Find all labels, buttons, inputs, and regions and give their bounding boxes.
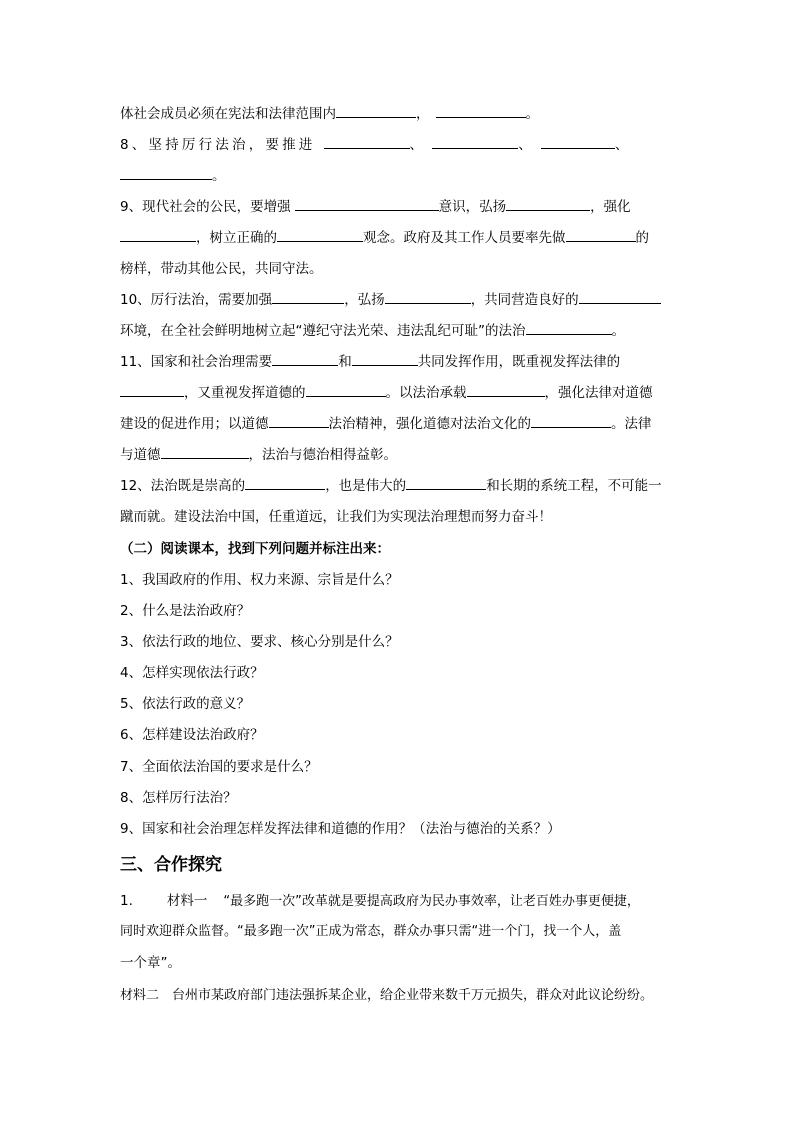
blank[interactable] [120,228,196,242]
text: ，法治与德治相得益彰。 [248,447,397,463]
text: 。 [611,323,625,339]
text: 体社会成员必须在宪法和法律范围内 [120,106,336,122]
blank[interactable] [120,166,212,180]
blank[interactable] [531,414,611,428]
text: “最多跑一次”改革就是要提高政府为民办事效率，让老百姓办事更便捷， [223,894,640,909]
item-11 [120,352,680,372]
blank[interactable] [541,135,615,149]
text: ，共同营造良好的 [470,292,579,308]
blank[interactable] [245,476,325,490]
text: 蹴而就。建设法治中国，任重道远，让我们为实现法治理想而努力奋斗！ [120,509,552,525]
text: 意识，弘扬 [438,199,507,215]
text: 11、国家和社会治理需要 [120,354,273,370]
material-1-line-1 [120,891,680,912]
reading-question: 9、国家和社会治理怎样发挥法律和道德的作用？（法治与德治的关系？） [120,821,561,837]
text: 建设的促进作用；以道德 [120,416,269,432]
reading-question: 7、全面依法治国的要求是什么？ [120,759,318,775]
reading-question: 2、什么是法治政府？ [120,603,251,619]
text: ，也是伟大的 [325,478,407,494]
reading-question: 6、怎样建设法治政府？ [120,727,264,743]
blank[interactable] [467,383,545,397]
reading-question: 5、依法行政的意义？ [120,696,251,712]
material-2-line-1: 材料二 台州市某政府部门违法强拆某企业，给企业带来数千万元损失，群众对此议论纷纷。 [120,988,654,1003]
reading-question: 4、怎样实现依法行政？ [120,665,264,681]
blank[interactable] [385,290,471,304]
blank[interactable] [526,321,612,335]
text: 、 [614,137,632,153]
item-8-cont [120,166,680,186]
item-11-cont2 [120,414,680,434]
blank[interactable] [566,228,636,242]
item-12-cont [120,507,680,527]
text: ，强化法律对道德 [544,385,653,401]
text: 榜样，带动其他公民，共同守法。 [120,261,323,277]
blank[interactable] [336,104,416,118]
material-1-line-3: 一个章”。 [120,955,181,971]
text: 和长期的系统工程，不可能一 [486,478,662,494]
text: 。法律 [611,416,652,432]
text: ，强化 [590,199,631,215]
blank[interactable] [436,104,526,118]
blank[interactable] [306,383,386,397]
blank[interactable] [324,135,410,149]
item-9 [120,197,680,217]
text: 共同发挥作用，既重视发挥法律的 [417,354,621,370]
text: 10、厉行法治，需要加强 [120,292,273,308]
item-12 [120,476,680,496]
item-10 [120,290,680,310]
text: ，弘扬 [344,292,385,308]
text: ，又重视发挥道德的 [184,385,306,401]
text: 9、现代社会的公民，要增强 [120,199,291,215]
reading-question: 3、依法行政的地位、要求、核心分别是什么？ [120,634,399,650]
blank[interactable] [272,290,344,304]
blank[interactable] [277,228,363,242]
blank[interactable] [352,352,418,366]
blank[interactable] [161,445,249,459]
text: 材料一 [166,893,208,909]
blank[interactable] [406,476,486,490]
blank[interactable] [120,383,184,397]
blank[interactable] [269,414,329,428]
section-heading: 三、合作探究 [120,855,222,875]
text: 环境，在全社会鲜明地树立起“遵纪守法光荣、违法乱纪可耻”的法治 [120,323,526,339]
text: ， [416,106,430,122]
blank[interactable] [506,197,590,211]
blank[interactable] [272,352,338,366]
text: 8、坚持厉行法治，要推进 [120,137,316,153]
reading-question: 1、我国政府的作用、权力来源、宗旨是什么？ [120,572,399,588]
item-11-cont3 [120,445,680,465]
text: 1. [120,893,133,909]
text: 的 [635,230,649,246]
text: 、 [409,137,427,153]
text: 观念。政府及其工作人员要率先做 [363,230,566,246]
material-1-line-2: 同时欢迎群众监督。“最多跑一次”正成为常态，群众办事只需“进一个门，找一个人，盖 [120,924,622,939]
text: 。 [212,168,226,184]
fill-line-1 [120,104,680,124]
reading-heading: （二）阅读课本，找到下列问题并标注出来： [120,541,390,557]
text: 与道德 [120,447,161,463]
text: 和 [338,354,352,370]
text: ，树立正确的 [196,230,277,246]
reading-question: 8、怎样厉行法治？ [120,790,237,806]
item-11-cont [120,383,680,403]
text: 。以法治承载 [385,385,467,401]
text: 12、法治既是崇高的 [120,478,246,494]
text: 、 [518,137,535,153]
item-9-cont2 [120,259,680,279]
text: 。 [525,106,539,122]
text: 法治精神，强化道德对法治文化的 [328,416,531,432]
blank[interactable] [295,197,439,211]
item-9-cont [120,228,680,248]
item-10-cont [120,321,680,341]
blank[interactable] [432,135,518,149]
blank[interactable] [579,290,661,304]
item-8 [120,135,680,155]
